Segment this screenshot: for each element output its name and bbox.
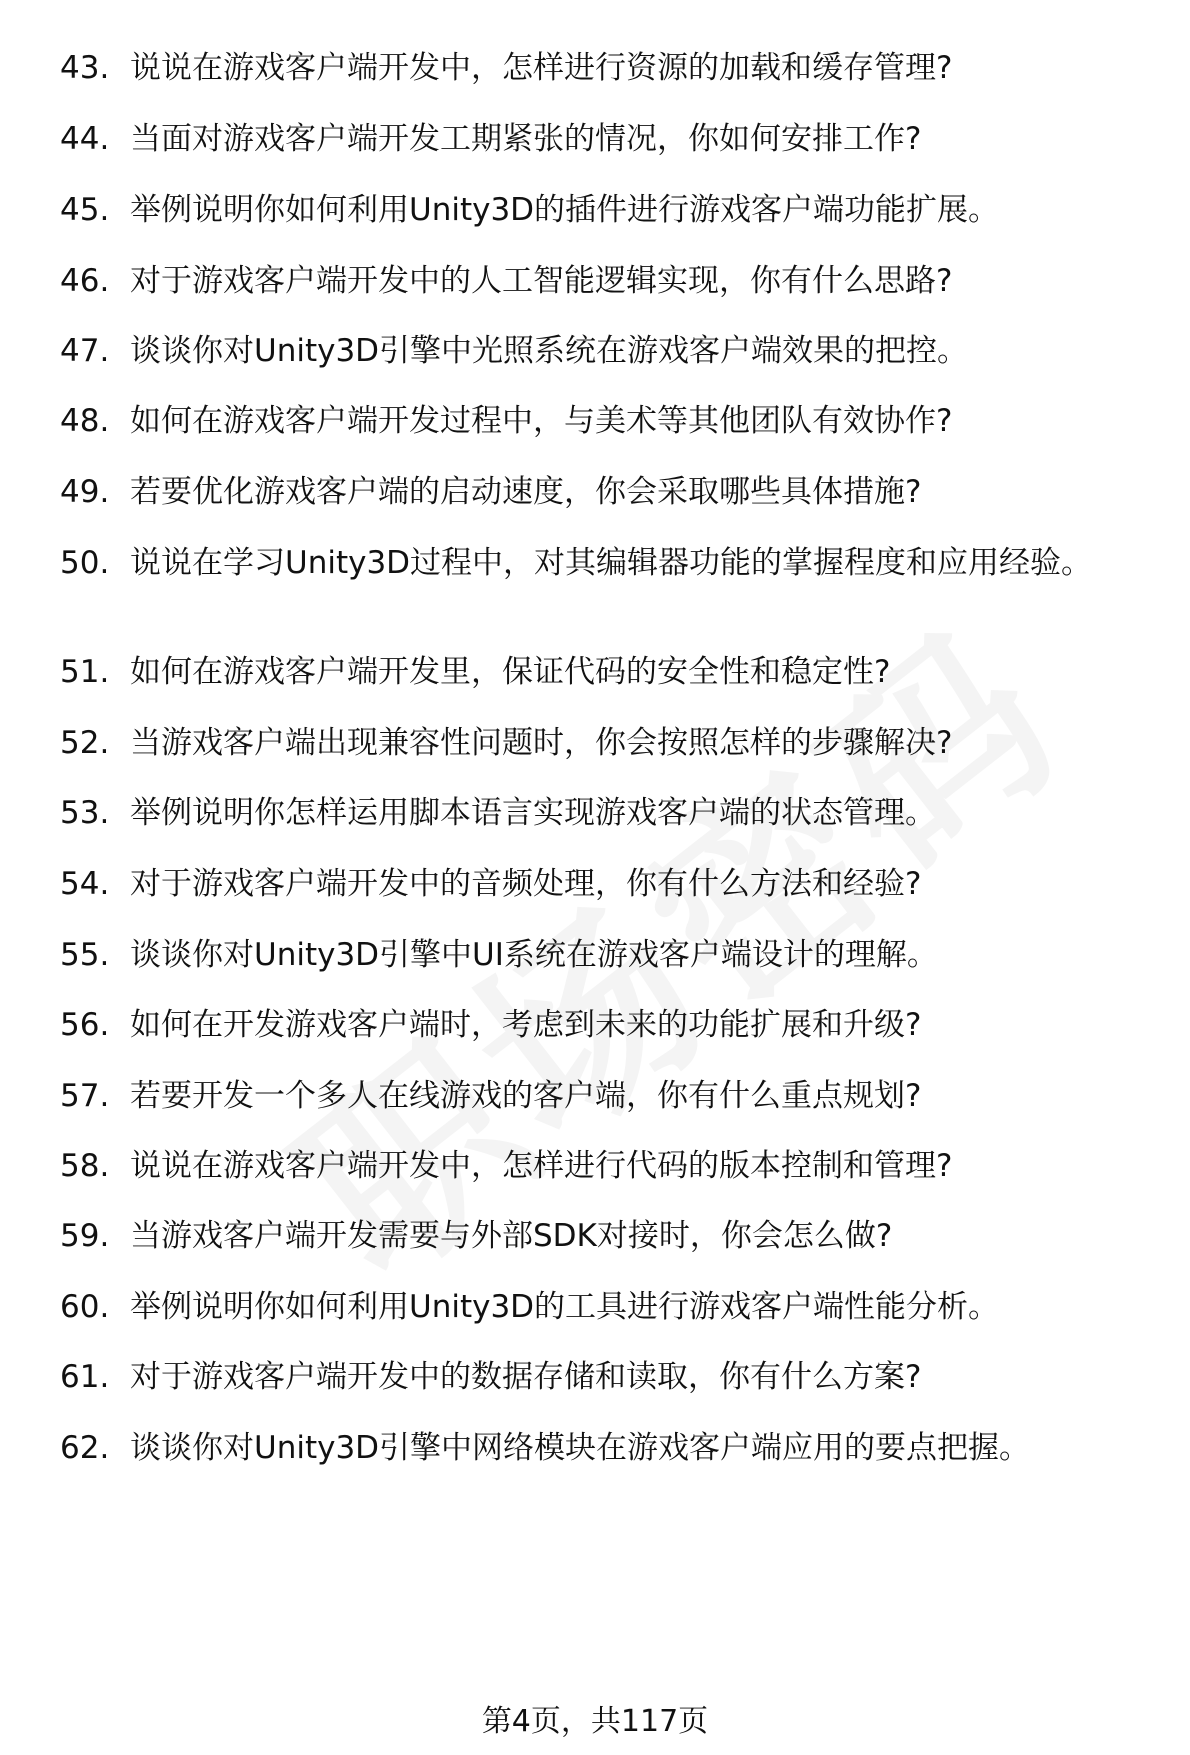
question-number: 56. <box>60 1007 110 1043</box>
question-text: 对于游戏客户端开发中的音频处理，你有什么方法和经验? <box>130 866 922 902</box>
question-number: 53. <box>60 795 110 831</box>
question-text: 对于游戏客户端开发中的数据存储和读取，你有什么方案? <box>130 1359 922 1395</box>
question-text: 说说在学习Unity3D过程中，对其编辑器功能的掌握程度和应用经验。 <box>130 545 1093 581</box>
question-number: 45. <box>60 192 110 228</box>
question-number: 43. <box>60 50 110 86</box>
question-number: 52. <box>60 725 110 761</box>
question-text: 当游戏客户端开发需要与外部SDK对接时，你会怎么做? <box>130 1218 893 1254</box>
question-text: 谈谈你对Unity3D引擎中UI系统在游戏客户端设计的理解。 <box>130 937 938 973</box>
question-text: 若要优化游戏客户端的启动速度，你会采取哪些具体措施? <box>130 474 922 510</box>
question-text: 如何在游戏客户端开发里，保证代码的安全性和稳定性? <box>130 654 891 690</box>
question-number: 62. <box>60 1430 110 1466</box>
question-text: 举例说明你如何利用Unity3D的工具进行游戏客户端性能分析。 <box>130 1289 1000 1325</box>
question-number: 57. <box>60 1078 110 1114</box>
question-text: 当游戏客户端出现兼容性问题时，你会按照怎样的步骤解决? <box>130 725 953 761</box>
question-number: 46. <box>60 263 110 299</box>
question-number: 54. <box>60 866 110 902</box>
question-number: 44. <box>60 121 110 157</box>
question-text: 对于游戏客户端开发中的人工智能逻辑实现，你有什么思路? <box>130 263 953 299</box>
question-number: 58. <box>60 1148 110 1184</box>
question-text: 如何在开发游戏客户端时，考虑到未来的功能扩展和升级? <box>130 1007 922 1043</box>
question-number: 49. <box>60 474 110 510</box>
question-number: 55. <box>60 937 110 973</box>
question-text: 举例说明你怎样运用脚本语言实现游戏客户端的状态管理。 <box>130 795 936 831</box>
question-number: 51. <box>60 654 110 690</box>
question-number: 50. <box>60 545 110 581</box>
question-text: 说说在游戏客户端开发中，怎样进行资源的加载和缓存管理? <box>130 50 953 86</box>
question-number: 60. <box>60 1289 110 1325</box>
question-text: 谈谈你对Unity3D引擎中网络模块在游戏客户端应用的要点把握。 <box>130 1430 1031 1466</box>
question-number: 47. <box>60 333 110 369</box>
question-text: 说说在游戏客户端开发中，怎样进行代码的版本控制和管理? <box>130 1148 953 1184</box>
question-text: 谈谈你对Unity3D引擎中光照系统在游戏客户端效果的把控。 <box>130 333 969 369</box>
page-number: 第4页，共117页 <box>481 1704 709 1739</box>
question-number: 48. <box>60 403 110 439</box>
question-number: 61. <box>60 1359 110 1395</box>
question-text: 如何在游戏客户端开发过程中，与美术等其他团队有效协作? <box>130 403 953 439</box>
question-text: 若要开发一个多人在线游戏的客户端，你有什么重点规划? <box>130 1078 922 1114</box>
question-text: 举例说明你如何利用Unity3D的插件进行游戏客户端功能扩展。 <box>130 192 1000 228</box>
question-number: 59. <box>60 1218 110 1254</box>
question-text: 当面对游戏客户端开发工期紧张的情况，你如何安排工作? <box>130 121 922 157</box>
